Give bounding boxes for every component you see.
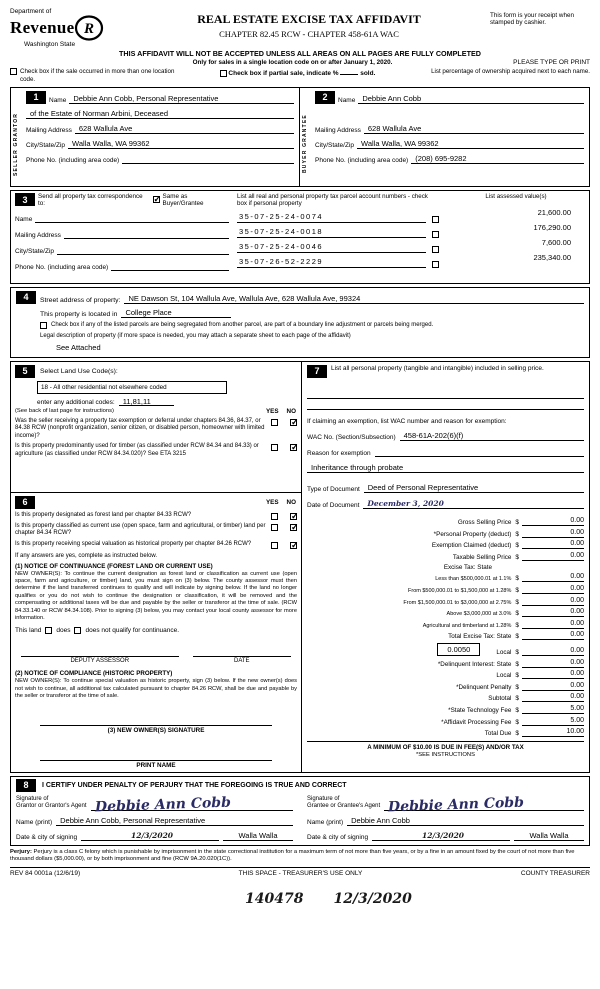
segregated-label: Check box if any of the listed parcels are being segregated from another parcel, are part of a boundary line adjustment or parcels being merged. <box>51 321 434 328</box>
fee-value[interactable]: 0.00 <box>522 573 584 582</box>
dollar-sign: $ <box>515 660 519 668</box>
reason-exemption-line[interactable] <box>375 447 584 457</box>
fee-value[interactable]: 0.00 <box>522 517 584 526</box>
print-name-line[interactable] <box>40 752 271 761</box>
dollar-sign: $ <box>515 695 519 703</box>
fee-label: Above $3,000,000 at 3.0% <box>446 611 512 618</box>
fee-label: *Delinquent Interest: State <box>437 660 512 668</box>
section-7-badge: 7 <box>307 365 327 378</box>
s6-q3-no-checkbox[interactable] <box>290 542 297 549</box>
corr-name-field[interactable] <box>35 213 229 223</box>
grantor-city-field[interactable]: Walla Walla <box>223 831 293 841</box>
seller-phone-label: Phone No. (including area code) <box>26 156 120 164</box>
revenue-logo <box>10 8 128 48</box>
dollar-sign: $ <box>515 621 519 629</box>
personal-property-line-2[interactable] <box>307 399 584 410</box>
form-title: REAL ESTATE EXCISE TAX AFFIDAVIT <box>197 12 421 26</box>
s5-q2-yes-checkbox[interactable] <box>271 444 278 451</box>
yes-header: YES <box>265 498 279 506</box>
form-rev-number: REV 84 0001a (12/6/19) <box>10 869 81 877</box>
revenue-r-icon <box>74 15 104 41</box>
send-correspondence-label: Send all property tax correspondence to: <box>38 192 143 207</box>
grantor-signature: Debbie Ann Cobb <box>94 794 231 815</box>
seller-name-field[interactable]: Debbie Ann Cobb, Personal Representative <box>69 94 294 104</box>
additional-codes-field[interactable]: 11,81,11 <box>119 397 174 406</box>
fee-label: Local <box>496 649 512 657</box>
dept-of-label: Department of <box>10 8 52 15</box>
personal-property-checkbox[interactable] <box>432 246 439 253</box>
fee-value[interactable]: 0.00 <box>522 608 584 617</box>
grantor-date-city-label: Date & city of signing <box>16 833 78 841</box>
corr-mailing-label: Mailing Address <box>15 231 61 239</box>
reason-exemption-label: Reason for exemption <box>307 449 371 457</box>
ownership-note: List percentage of ownership acquired next to each name. <box>431 68 590 75</box>
land-does-checkbox[interactable] <box>45 627 52 634</box>
certify-statement: I CERTIFY UNDER PENALTY OF PERJURY THAT THE FOREGOING IS TRUE AND CORRECT <box>42 781 347 789</box>
dollar-sign: $ <box>515 633 519 641</box>
fee-value[interactable]: 0.00 <box>522 631 584 640</box>
svg-text:R: R <box>84 21 95 37</box>
seller-grantor-box <box>10 87 300 187</box>
legal-description-label: Legal description of property (if more space is needed, you may attach a separate sheet to each page of the affidavit) <box>40 332 351 339</box>
partial-sale-label: Check box if partial sale, indicate % <box>228 70 339 77</box>
s5-question-1: Was the seller receiving a property tax exemption or deferral under chapters 84.36, 84.37, or 84.38 RCW (nonprofit organization, senior citizen, or disabled person, homeowner with limited income)? <box>15 417 265 439</box>
fee-value[interactable]: 0.00 <box>522 659 584 668</box>
buyer-mailing-label: Mailing Address <box>315 126 361 134</box>
forest-land-box <box>10 493 302 773</box>
dollar-sign: $ <box>515 587 519 595</box>
dollar-sign: $ <box>515 672 519 680</box>
minimum-due-note: A MINIMUM OF $10.00 IS DUE IN FEE(S) AND/OR TAX <box>307 741 584 751</box>
washington-state-label: Washington State <box>24 41 76 48</box>
seller-name-field-line2[interactable]: of the Estate of Norman Arbini, Deceased <box>26 109 294 119</box>
tax-correspondence-box <box>10 190 590 284</box>
revenue-wordmark: Revenue <box>10 18 75 37</box>
does-label: does <box>56 627 71 635</box>
perjury-statement <box>10 849 590 864</box>
fee-label: Local <box>496 672 512 680</box>
treasurer-space-label: THIS SPACE - TREASURER'S USE ONLY <box>238 869 363 877</box>
fee-value[interactable]: 0.00 <box>522 682 584 691</box>
fee-label: Agricultural and timberland at 1.28% <box>422 622 512 629</box>
fee-label: Subtotal <box>488 695 512 703</box>
property-address-box <box>10 287 590 358</box>
local-rate-box[interactable]: 0.0050 <box>437 643 480 656</box>
assessed-value-header: List assessed value(s) <box>485 192 547 200</box>
exemption-intro: If claiming an exemption, list WAC number and reason for exemption: <box>307 417 507 425</box>
notice-2-title: (2) NOTICE OF COMPLIANCE (HISTORIC PROPERTY) <box>15 670 173 678</box>
date-of-document-label: Date of Document <box>307 501 360 509</box>
excise-tax-state-header: Excise Tax: State <box>443 563 492 571</box>
fee-value[interactable]: 0.00 <box>522 693 584 702</box>
same-as-buyer-checkbox[interactable] <box>153 196 160 203</box>
notice-1-body: NEW OWNER(S): To continue the current designation as forest land or classification as current use (open space, farm and agriculture, or timber) land, you must sign on (3) below. The county assessor must then determine if the land transferred continues to qualify and will indicate by signing below. If the land no longer qualifies or you do not wish to continue the designation or classification, it will be removed and the compensating or additional taxes will be due and payable by the seller or transferor at the time of sale. (RCW 84.33.140 or RCW 84.34.108). Prior to signing (3) below, you may contact your local county assessor for more information. <box>15 570 297 621</box>
land-use-code-select[interactable]: 18 - All other residential not elsewhere coded <box>37 381 227 394</box>
grantor-name-print-label: Name (print) <box>16 818 53 826</box>
corr-phone-field[interactable] <box>111 261 229 271</box>
yes-header: YES <box>265 407 279 415</box>
land-does-not-checkbox[interactable] <box>74 627 81 634</box>
grantee-city-field[interactable]: Walla Walla <box>514 831 584 841</box>
seller-mailing-field[interactable]: 628 Wallula Ave <box>75 124 294 134</box>
fee-label: *Delinquent Penalty <box>456 683 512 691</box>
partial-sale-checkbox[interactable] <box>220 70 227 77</box>
corr-city-field[interactable] <box>57 245 229 255</box>
date-of-document-field[interactable]: December 3, 2020 <box>363 499 584 509</box>
seller-phone-field[interactable] <box>122 154 294 164</box>
fee-value[interactable]: 0.00 <box>522 647 584 656</box>
seller-mailing-label: Mailing Address <box>26 126 72 134</box>
see-back-note: (See back of last page for instructions) <box>15 408 114 414</box>
form-subtitle: CHAPTER 82.45 RCW - CHAPTER 458-61A WAC <box>219 29 399 39</box>
additional-codes-label: enter any additional codes: <box>37 398 115 406</box>
same-as-buyer-label: Same as Buyer/Grantee <box>162 192 204 207</box>
type-of-document-field[interactable]: Deed of Personal Representative <box>364 483 584 493</box>
buyer-city-field[interactable]: Walla Walla, WA 99362 <box>357 139 584 149</box>
new-owner-signature-line[interactable] <box>40 717 271 726</box>
segregated-checkbox[interactable] <box>40 322 47 329</box>
s6-q2-no-checkbox[interactable] <box>290 524 297 531</box>
s6-q3-yes-checkbox[interactable] <box>271 542 278 549</box>
dollar-sign: $ <box>515 707 519 714</box>
this-land-label: This land <box>15 627 42 635</box>
no-header: NO <box>286 407 296 415</box>
land-use-code-box <box>10 361 302 493</box>
treasurer-stamp <box>10 891 590 907</box>
s5-question-2: Is this property predominantly used for timber (as classified under RCW 84.34 and 84.33) or agriculture (as classified under RCW 84.34.020)? See ETA 3215 <box>15 443 259 457</box>
section-6-badge: 6 <box>15 496 35 509</box>
wac-number-field[interactable]: 458-61A-202(6)(f) <box>400 431 584 441</box>
grantee-name-print-label: Name (print) <box>307 818 344 826</box>
buyer-grantee-box <box>300 87 590 187</box>
new-owner-signature-label: (3) NEW OWNER(S) SIGNATURE <box>107 726 205 734</box>
s6-question-1: Is this property designated as forest land per chapter 84.33 RCW? <box>15 511 192 518</box>
grantee-signature-field[interactable] <box>384 794 584 815</box>
personal-property-title: List all personal property (tangible and intangible) included in selling price. <box>331 364 544 372</box>
grantee-date-field[interactable]: 12/3/2020 <box>372 831 510 841</box>
no-header: NO <box>286 498 296 506</box>
street-address-field[interactable]: NE Dawson St, 104 Wallula Ave, Wallula Ave, 628 Wallula Ave, 99324 <box>124 294 584 304</box>
dollar-sign: $ <box>515 718 519 726</box>
deputy-assessor-label: DEPUTY ASSESSOR <box>70 658 130 665</box>
seller-city-field[interactable]: Walla Walla, WA 99362 <box>68 139 294 149</box>
reason-exemption-value[interactable]: Inheritance through probate <box>307 463 584 473</box>
grantor-signature-field[interactable] <box>91 794 293 815</box>
s6-q1-yes-checkbox[interactable] <box>271 513 278 520</box>
if-yes-note: If any answers are yes, complete as instructed below. <box>15 552 158 559</box>
dollar-sign: $ <box>515 519 519 527</box>
please-type-note: PLEASE TYPE OR PRINT <box>513 59 590 66</box>
s5-q2-no-checkbox[interactable] <box>290 444 297 451</box>
section-3-badge: 3 <box>15 193 35 206</box>
section-5-badge: 5 <box>15 365 35 378</box>
fee-value[interactable]: 10.00 <box>522 728 584 737</box>
fee-value[interactable]: 0.00 <box>522 540 584 549</box>
land-use-title: Select Land Use Code(s): <box>40 367 118 375</box>
assessed-value[interactable]: 176,290.00 <box>533 223 571 233</box>
partial-sale-percent-field[interactable] <box>340 68 358 75</box>
seller-grantor-side-label: SELLER GRANTOR <box>13 111 19 176</box>
see-instructions-note: *SEE INSTRUCTIONS <box>416 752 475 759</box>
dollar-sign: $ <box>515 575 519 583</box>
only-sales-note: Only for sales in a single location code on or after January 1, 2020. <box>192 59 393 66</box>
notice-2-body: NEW OWNER(S): To continue special valuation as historic property, sign (3) below. If the new owner(s) does not wish to continue, all additional tax calculated pursuant to chapter 84.26 RCW, shall be due and payable by the seller or transferor at the time of sale. <box>15 678 297 700</box>
fee-value[interactable]: 0.00 <box>522 529 584 538</box>
grantee-date-city-label: Date & city of signing <box>307 833 369 841</box>
s6-question-2: Is this property classified as current use (open space, farm and agricultural, or timber) land per chapter 84.34 RCW? <box>15 522 266 536</box>
dollar-sign: $ <box>515 553 519 561</box>
fee-label: Exemption Claimed (deduct) <box>431 542 512 550</box>
fee-label: *Personal Property (deduct) <box>433 530 512 538</box>
fee-label: *Affidavit Processing Fee <box>441 718 512 726</box>
assessed-value[interactable]: 7,600.00 <box>541 238 571 248</box>
multi-location-label: Check box if the sale occurred in more than one location code. <box>20 68 175 83</box>
fee-value[interactable]: 5.00 <box>522 705 584 714</box>
receipt-note: This form is your receipt when stamped by cashier. <box>490 12 574 26</box>
buyer-phone-field[interactable]: (208) 695-9282 <box>411 154 584 164</box>
s6-q2-yes-checkbox[interactable] <box>271 524 278 531</box>
buyer-name-label: Name <box>338 96 356 104</box>
located-in-label: This property is located in <box>40 310 118 318</box>
corr-name-label: Name <box>15 215 33 223</box>
buyer-mailing-field[interactable]: 628 Wallula Ave <box>364 124 584 134</box>
dollar-sign: $ <box>515 649 519 657</box>
section-4-badge: 4 <box>16 291 36 304</box>
grantee-agent-label: Grantee or Grantee's Agent <box>307 803 381 810</box>
assessed-value[interactable]: 235,340.00 <box>533 253 571 263</box>
fee-label: *State Technology Fee <box>448 707 512 714</box>
parcel-number[interactable]: 35-07-25-24-0074 <box>237 212 426 223</box>
county-treasurer-label: COUNTY TREASURER <box>520 869 590 877</box>
certification-box <box>10 776 590 846</box>
dollar-sign: $ <box>515 730 519 738</box>
fee-value[interactable]: 0.00 <box>522 552 584 561</box>
form-header <box>10 8 590 48</box>
wac-number-label: WAC No. (Section/Subsection) <box>307 433 396 441</box>
seller-name-label: Name <box>49 96 67 104</box>
grantor-date-field[interactable]: 12/3/2020 <box>81 831 219 841</box>
personal-property-checkbox[interactable] <box>432 216 439 223</box>
fee-value[interactable]: 0.00 <box>522 585 584 594</box>
fee-value[interactable]: 0.00 <box>522 620 584 629</box>
section-2-badge: 2 <box>315 91 335 104</box>
type-of-document-label: Type of Document <box>307 485 360 493</box>
stamp-date: 12/3/2020 <box>333 890 412 907</box>
parcel-number[interactable]: 35-07-25-24-0018 <box>237 227 426 238</box>
parcel-number[interactable]: 35-07-26-52-2229 <box>237 257 426 268</box>
buyer-phone-label: Phone No. (including area code) <box>315 156 409 164</box>
fee-label: Total Excise Tax: State <box>448 633 512 641</box>
perjury-label: Perjury: <box>10 848 32 855</box>
located-in-field[interactable]: College Place <box>121 308 231 318</box>
personal-property-checkbox[interactable] <box>432 231 439 238</box>
fee-label: Total Due <box>484 730 512 738</box>
section-8-badge: 8 <box>16 779 36 792</box>
assessed-value[interactable]: 21,600.00 <box>537 208 571 218</box>
street-address-label: Street address of property: <box>40 296 121 304</box>
fee-label: Taxable Selling Price <box>452 553 512 561</box>
fee-label: Gross Selling Price <box>457 519 512 527</box>
legal-description-value[interactable]: See Attached <box>56 342 101 352</box>
dollar-sign: $ <box>515 542 519 550</box>
does-not-label: does not qualify for continuance. <box>85 627 180 635</box>
fee-label: From $500,000.01 to $1,500,000 at 1.28% <box>408 588 512 595</box>
dollar-sign: $ <box>515 530 519 538</box>
partial-sale-suffix: sold. <box>360 70 376 77</box>
deputy-assessor-signature-line[interactable] <box>21 648 179 657</box>
deputy-date-line[interactable] <box>193 648 291 657</box>
grantee-signature: Debbie Ann Cobb <box>387 794 525 815</box>
s6-question-3: Is this property receiving special valuation as historical property per chapter 84.26 RCW? <box>15 540 252 547</box>
multi-location-checkbox[interactable] <box>10 68 17 75</box>
stamp-receipt-number: 140478 <box>245 890 304 907</box>
perjury-text: Perjury is a class C felony which is punishable by imprisonment in the state correctional institution for a maximum term of not more than five years, or by a fine in an amount fixed by the court of not more than five thousand dollars ($5,000.00), or by both imprisonment and fine (RCW 9A.20.020(1C)). <box>10 848 575 863</box>
warning-text: THIS AFFIDAVIT WILL NOT BE ACCEPTED UNLESS ALL AREAS ON ALL PAGES ARE FULLY COMPLETED <box>119 49 481 58</box>
grantor-name-print-field[interactable]: Debbie Ann Cobb, Personal Representative <box>56 816 293 826</box>
buyer-name-field[interactable]: Debbie Ann Cobb <box>358 94 584 104</box>
fee-value[interactable]: 0.00 <box>522 670 584 679</box>
notice-1-title: (1) NOTICE OF CONTINUANCE (FOREST LAND OR CURRENT USE) <box>15 562 213 570</box>
s5-q1-no-checkbox[interactable] <box>290 419 297 426</box>
signature-of-label: Signature of <box>16 795 49 802</box>
fee-value[interactable]: 0.00 <box>522 597 584 606</box>
corr-mailing-field[interactable] <box>64 229 229 239</box>
section-1-badge: 1 <box>26 91 46 104</box>
grantor-agent-label: Grantor or Grantor's Agent <box>16 803 87 810</box>
seller-city-label: City/State/Zip <box>26 141 66 149</box>
dollar-sign: $ <box>515 683 519 691</box>
buyer-city-label: City/State/Zip <box>315 141 355 149</box>
dollar-sign: $ <box>515 598 519 606</box>
s5-q1-yes-checkbox[interactable] <box>271 419 278 426</box>
deputy-date-label: DATE <box>233 658 250 665</box>
fee-label: From $1,500,000.01 to $3,000,000 at 2.75% <box>403 599 512 606</box>
corr-city-label: City/State/Zip <box>15 247 55 255</box>
parcel-header: List all real and personal property tax parcel account numbers - check box if personal property <box>237 192 428 208</box>
dollar-sign: $ <box>515 610 519 618</box>
parcel-number[interactable]: 35-07-25-24-0046 <box>237 242 426 253</box>
personal-property-checkbox[interactable] <box>432 261 439 268</box>
buyer-grantee-side-label: BUYER GRANTEE <box>302 114 308 173</box>
fee-label: Less than $500,000.01 at 1.1% <box>435 576 512 583</box>
s6-q1-no-checkbox[interactable] <box>290 513 297 520</box>
grantee-name-print-field[interactable]: Debbie Ann Cobb <box>347 816 584 826</box>
personal-property-box <box>302 361 590 773</box>
corr-phone-label: Phone No. (including area code) <box>15 263 109 271</box>
signature-of-label: Signature of <box>307 795 340 802</box>
fee-value[interactable]: 5.00 <box>522 717 584 726</box>
personal-property-line-1[interactable] <box>307 388 584 399</box>
print-name-label: PRINT NAME <box>136 761 176 769</box>
